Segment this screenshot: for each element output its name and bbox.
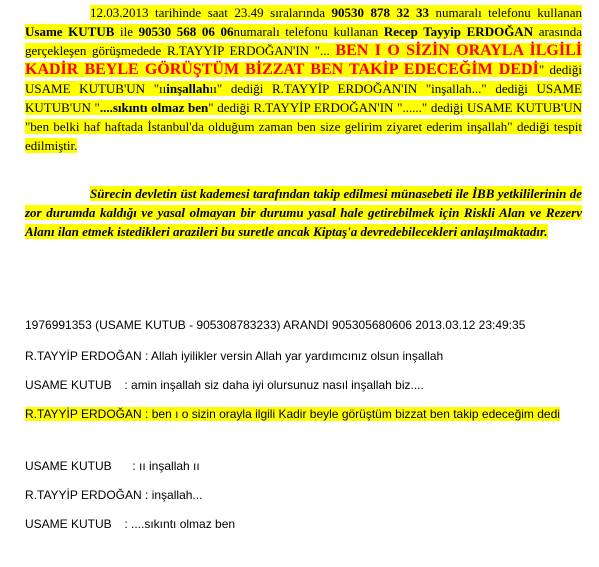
summary-text: 12.03.2013 tarihinde saat 23.49 sıralarında xyxy=(90,5,332,20)
utterance: inşallah... xyxy=(151,488,203,502)
transcript-line: USAME KUTUB : amin inşallah siz daha iyi olursunuz nasıl inşallah biz.... xyxy=(25,376,424,395)
utterance: Allah iyilikler versin Allah yar yardımcınız olsun inşallah xyxy=(151,349,444,363)
conclusion-text: Sürecin devletin üst kademesi tarafından takip edilmesi münasebeti ile İBB yetkililerinin de zor durumda kaldığı ve yasal olmayan bir durumu yasal hale getirebilmek için Riskli Alan ve Rezerv Alanı ilan etmek istedikleri arazileri bu suretle ancak Kiptaş'a devredebilecekleri anlaşılmaktadır. xyxy=(25,186,582,239)
transcript-line: R.TAYYİP ERDOĞAN : Allah iyilikler versin Allah yar yardımcınız olsun inşallah xyxy=(25,349,444,363)
summary-text: ile xyxy=(114,24,139,39)
name-kutub: Usame KUTUB xyxy=(25,24,115,39)
call-log-header: 1976991353 (USAME KUTUB - 905308783233) ARANDI 905305680606 2013.03.12 23:49:35 xyxy=(25,318,526,332)
speaker-name: R.TAYYİP ERDOĞAN xyxy=(25,488,142,502)
transcript-line-highlighted: R.TAYYİP ERDOĞAN : ben ı o sizin orayla ilgili Kadir beyle görüştüm bizzat ben takip edeceğim dedi xyxy=(25,407,560,421)
transcript-line: USAME KUTUB : ....sıkıntı olmaz ben xyxy=(25,515,235,534)
phone-number-kutub: 90530 878 32 33 xyxy=(331,5,429,20)
phone-number-erdogan: 90530 568 06 06 xyxy=(138,24,234,39)
utterance: ....sıkıntı olmaz ben xyxy=(131,517,236,531)
summary-text: arasında gerçekleşen görüşmedede R.TAYYİP ERDOĞAN'IN "... xyxy=(25,24,583,58)
speaker-name: R.TAYYİP ERDOĞAN xyxy=(25,349,142,363)
summary-text: ıı" dediği R.TAYYİP ERDOĞAN'IN "inşallah..." dediği USAME KUTUB'UN " xyxy=(25,81,582,115)
utterance: ben ı o sizin orayla ilgili Kadir beyle görüştüm bizzat ben takip edeceğim dedi xyxy=(151,407,560,421)
transcript-line: R.TAYYİP ERDOĞAN : inşallah... xyxy=(25,488,203,502)
summary-bold-phrase: ....sıkıntı olmaz ben xyxy=(99,100,209,115)
conclusion-paragraph xyxy=(25,184,582,241)
summary-bold-word: inşallah xyxy=(166,81,210,96)
highlighted-quote: BEN I O SİZİN ORAYLA İLGİLİ KADİR BEYLE GÖRÜŞTÜM BİZZAT BEN TAKİP EDECEĞİM DEDİ xyxy=(25,42,582,78)
speaker-name: USAME KUTUB xyxy=(25,459,112,473)
summary-text: " dediği USAME KUTUB'UN "ıı xyxy=(25,62,582,96)
summary-text: numaralı telefonu kullanan xyxy=(233,24,384,39)
speaker-name: USAME KUTUB xyxy=(25,378,112,392)
speaker-name: R.TAYYİP ERDOĞAN xyxy=(25,407,142,421)
utterance: ıı inşallah ıı xyxy=(139,459,200,473)
name-erdogan: Recep Tayyip ERDOĞAN xyxy=(383,24,534,39)
utterance: amin inşallah siz daha iyi olursunuz nasıl inşallah biz.... xyxy=(131,378,424,392)
summary-paragraph xyxy=(25,3,582,155)
summary-text: " dediği R.TAYYİP ERDOĞAN'IN "......" dediği USAME KUTUB'UN "ben belki haf haftada İstanbul'da olduğum zaman ben size gelirim ziyaret ederim inşallah" dediği tespit edilmiştir. xyxy=(25,100,583,153)
transcript-line: USAME KUTUB : ıı inşallah ıı xyxy=(25,457,200,476)
speaker-name: USAME KUTUB xyxy=(25,517,112,531)
summary-text: numaralı telefonu kullanan xyxy=(428,5,583,20)
